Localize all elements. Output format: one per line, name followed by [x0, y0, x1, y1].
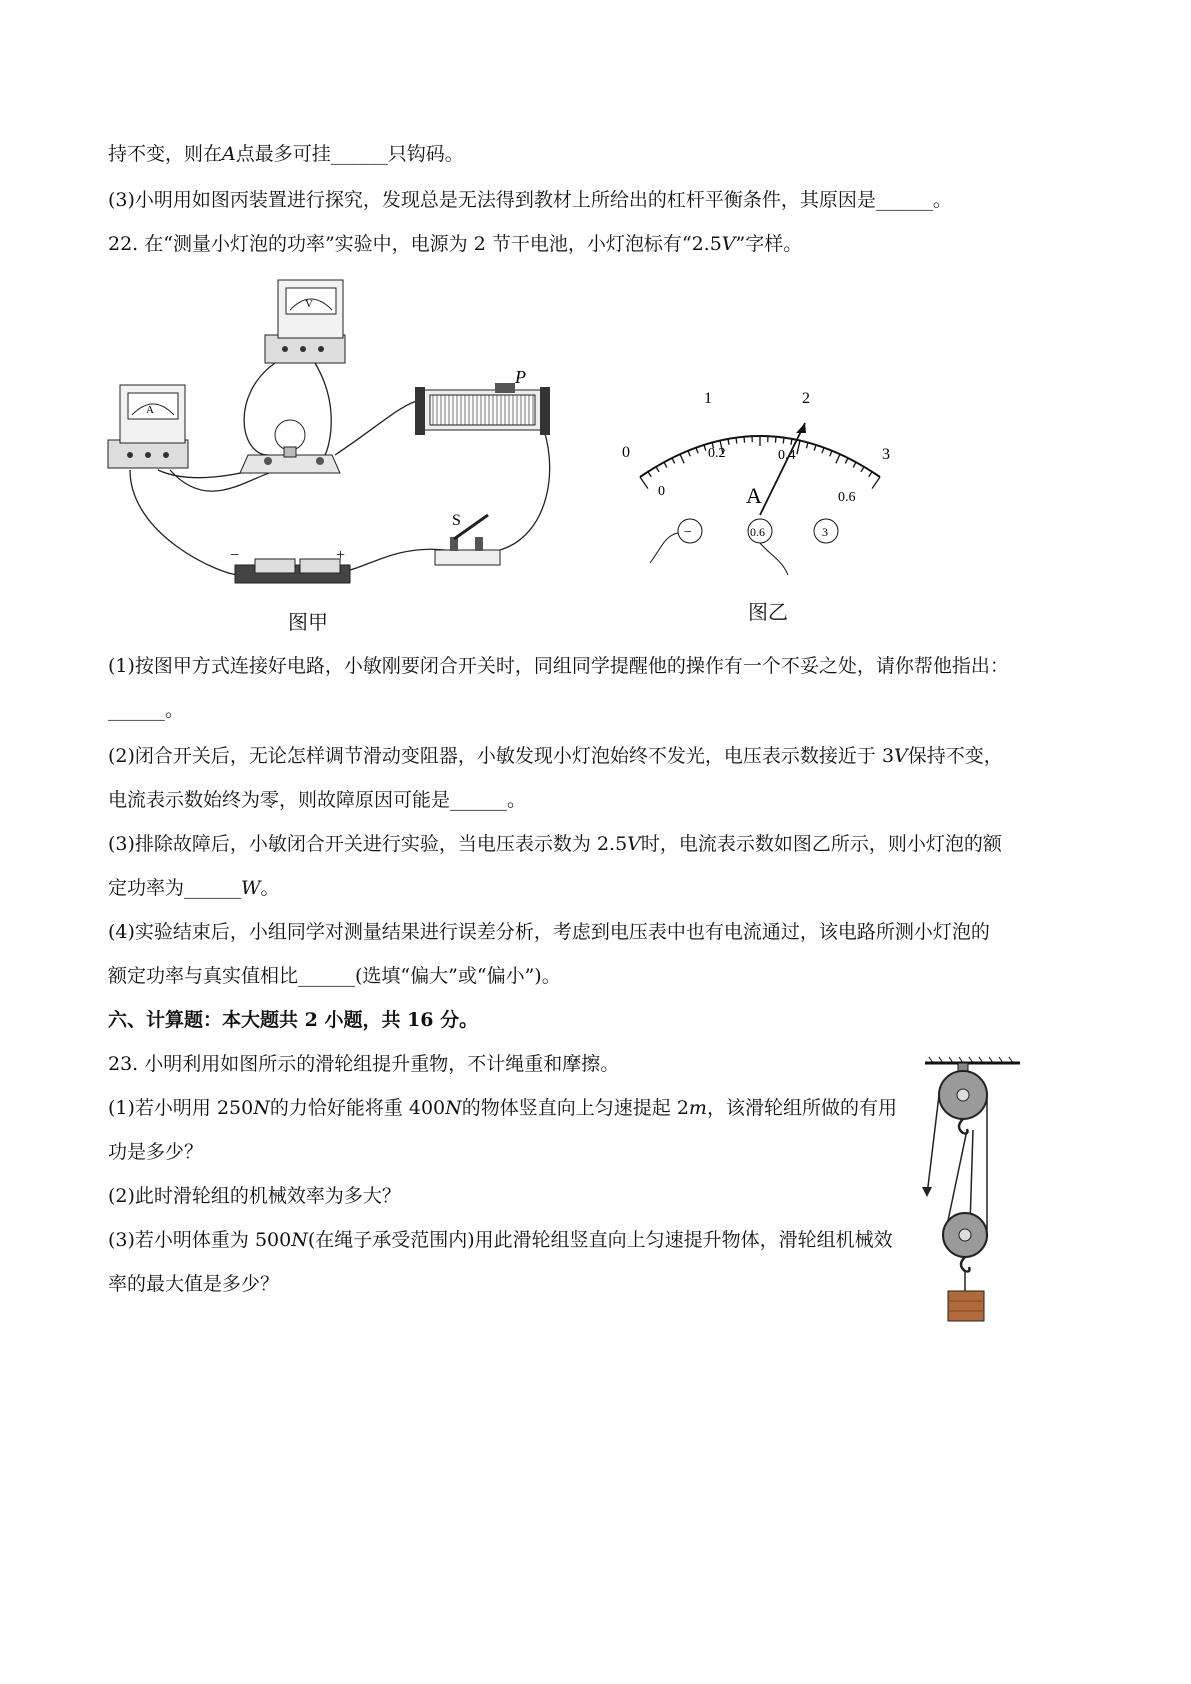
ammeter-letter: A — [146, 404, 154, 416]
text-line-1: 持不变，则在A点最多可挂______只钩码。 — [108, 143, 464, 165]
section-6-heading: 六、计算题：本大题共 2 小题，共 16 分。 — [108, 1009, 479, 1031]
scale-bottom-1: 0.2 — [708, 446, 726, 461]
terminal-minus: − — [684, 525, 692, 540]
dial-tick — [688, 451, 690, 457]
scale-bottom-3: 0.6 — [838, 490, 856, 505]
dial-tick — [704, 445, 706, 451]
answer-blank[interactable]: ______ — [330, 143, 388, 165]
figure-yi-caption: 图乙 — [748, 600, 788, 624]
scale-top-0: 0 — [622, 444, 630, 461]
dial-tick — [728, 439, 729, 445]
dial-tick — [640, 477, 648, 489]
dial-ticks — [640, 436, 880, 489]
question-23: 23. 小明利用如图所示的滑轮组提升重物，不计绳重和摩擦。 — [108, 1053, 620, 1075]
dial-tick — [791, 439, 792, 445]
dial-tick — [861, 467, 864, 472]
battery-plus: + — [336, 547, 346, 564]
lamp — [240, 420, 340, 473]
dial-tick — [814, 445, 816, 451]
dial-tick — [853, 462, 856, 467]
dial-tick — [736, 438, 737, 444]
answer-blank[interactable]: ______ — [184, 877, 242, 899]
weight-block — [948, 1291, 984, 1321]
dial-tick — [830, 451, 832, 457]
answer-blank[interactable]: ______ — [450, 789, 508, 811]
dial-tick — [845, 458, 848, 463]
dial-tick — [797, 441, 800, 455]
dial-tick — [869, 472, 872, 477]
dial-tick — [656, 467, 659, 472]
q22-part2: (2)闭合开关后，无论怎样调节滑动变阻器，小敏发现小灯泡始终不发光，电压表示数接近于 3V保持不变， — [108, 745, 1003, 767]
q22-part1-cont: ______。 — [108, 699, 185, 721]
dial-tick — [672, 458, 675, 463]
q22-part4: (4)实验结束后，小组同学对测量结果进行误差分析，考虑到电压表中也有电流通过，该电路所测小灯泡的 — [108, 921, 990, 943]
pulley-figure — [915, 1055, 1030, 1330]
q23-part1: (1)若小明用 250N的力恰好能将重 400N的物体竖直向上匀速提起 2m，该滑轮组所做的有用 — [108, 1097, 897, 1119]
q22-part1: (1)按图甲方式连接好电路，小敏刚要闭合开关时，同组同学提醒他的操作有一个不妥之处，请你帮他指出： — [108, 655, 1009, 677]
ammeter — [108, 385, 188, 468]
answer-blank[interactable]: ______ — [108, 699, 165, 721]
answer-blank[interactable]: ______ — [875, 189, 933, 211]
q23-part3-cont: 率的最大值是多少？ — [108, 1273, 280, 1295]
circuit-figure — [100, 275, 560, 635]
terminal-3: 3 — [822, 525, 828, 539]
dial-tick — [775, 437, 776, 443]
dial-tick — [648, 472, 651, 477]
question-22: 22. 在“测量小灯泡的功率”实验中，电源为 2 节干电池，小灯泡标有“2.5V”字样。 — [108, 233, 803, 255]
switch — [435, 512, 500, 565]
dial-unit: A — [746, 483, 762, 508]
q23-part2: (2)此时滑轮组的机械效率为多大？ — [108, 1185, 401, 1207]
q22-part3: (3)排除故障后，小敏闭合开关进行实验，当电压表示数为 2.5V时，电流表示数如图乙所示，则小灯泡的额 — [108, 833, 1002, 855]
dial-tick — [836, 454, 840, 463]
dial-tick — [680, 454, 684, 463]
dial-tick — [696, 448, 698, 454]
q23-part1-cont: 功是多少？ — [108, 1141, 204, 1163]
text-line-2: (3)小明用如图丙装置进行探究，发现总是无法得到教材上所给出的杠杆平衡条件，其原因是______。 — [108, 189, 952, 211]
dial-tick — [822, 448, 824, 454]
figure-jia-caption: 图甲 — [288, 610, 328, 634]
dial-tick — [744, 437, 745, 443]
battery-minus: − — [230, 547, 240, 564]
dial-tick — [872, 477, 880, 489]
dial-tick — [783, 438, 784, 444]
battery — [230, 547, 350, 583]
scale-top-1: 1 — [704, 390, 712, 407]
answer-blank[interactable]: ______ — [298, 965, 356, 987]
voltmeter-letter: V — [305, 298, 313, 310]
q23-part3: (3)若小明体重为 500N(在绳子承受范围内)用此滑轮组竖直向上匀速提升物体，滑轮组机械效 — [108, 1229, 893, 1251]
q22-part3-cont: 定功率为______W。 — [108, 877, 280, 899]
ammeter-dial-figure — [610, 385, 910, 575]
scale-bottom-0: 0 — [658, 484, 665, 499]
q22-part2-cont: 电流表示数始终为零，则故障原因可能是______。 — [108, 789, 527, 811]
dial-tick — [664, 462, 667, 467]
rheostat — [415, 367, 550, 435]
q22-part4-cont: 额定功率与真实值相比______(选填“偏大”或“偏小”)。 — [108, 965, 561, 987]
terminal-0-6: 0.6 — [750, 525, 765, 539]
rheostat-label: P — [515, 367, 526, 387]
scale-top-2: 2 — [802, 390, 810, 407]
scale-top-3: 3 — [882, 446, 890, 463]
voltmeter — [265, 280, 345, 363]
scale-bottom-2: 0.4 — [778, 448, 796, 463]
dial-tick — [806, 443, 808, 449]
switch-label: S — [452, 512, 461, 529]
